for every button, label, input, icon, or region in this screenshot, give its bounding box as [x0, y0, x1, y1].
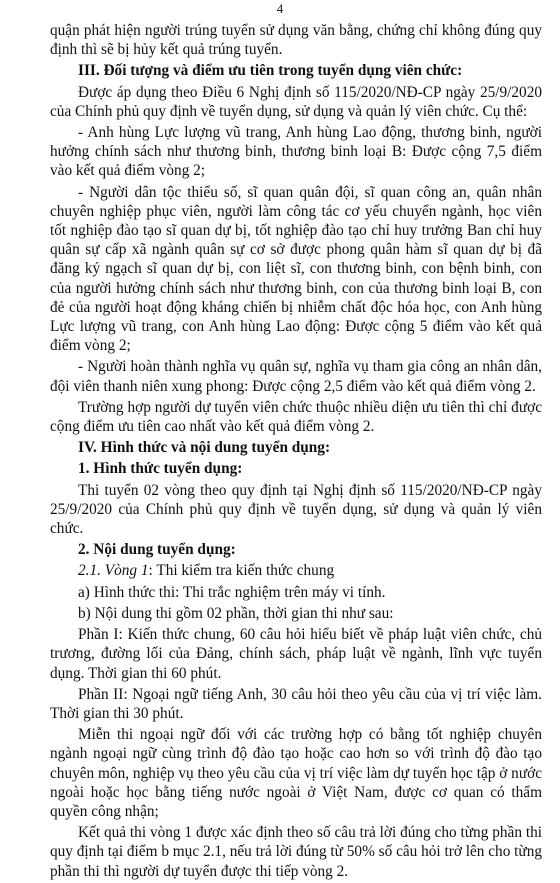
round1-line: [50, 561, 542, 580]
subheading-recruitment-content: 2. Nội dung tuyển dụng:: [78, 541, 236, 559]
priority-note: Trường hợp người dự tuyển viên chức thuộc nhiều diện ưu tiên thì chỉ được cộng điểm ưu tiên cao nhất vào kết quả điểm vòng 2.: [50, 398, 542, 436]
section-heading-priority: III. Đối tượng và điểm ưu tiên trong tuyển dụng viên chức:: [78, 62, 463, 80]
section-heading-form-content: IV. Hình thức và nội dung tuyển dụng:: [78, 439, 331, 457]
round1-result: Kết quả thi vòng 1 được xác định theo số câu trả lời đúng cho từng phần thi quy định tại điểm b mục 2.1, nếu trả lời đúng từ 50% số câu hỏi trở lên cho từng phần thi thì người dự tuyển được thi tiếp vòng 2.: [50, 824, 543, 880]
paragraph-recruitment-form: Thi tuyển 02 vòng theo quy định tại Nghị định số 115/2020/NĐ-CP ngày 25/9/2020 của Chính phủ quy định về tuyển dụng, sử dụng và quản lý viên chức.: [50, 481, 542, 538]
subheading-recruitment-form: 1. Hình thức tuyển dụng:: [78, 460, 243, 478]
part2-foreign-language: Phần II: Ngoại ngữ tiếng Anh, 30 câu hỏi theo yêu cầu của vị trí việc làm. Thời gian thi 30 phút.: [50, 685, 542, 722]
item-b-exam-content: b) Nội dung thi gồm 02 phần, thời gian thi như sau:: [78, 604, 394, 622]
language-exemption: Miễn thi ngoại ngữ đối với các trường hợp có bằng tốt nghiệp chuyên ngành ngoại ngữ cùng trình độ đào tạo hoặc cao hơn so với trình độ đào tạo chuyên môn, nghiệp vụ theo yêu cầu của vị trí việc làm dự tuyển học tập ở nước ngoài hoặc học bằng tiếng nước ngoài ở Việt Nam, được cơ quan có thẩm quyền công nhận;: [50, 726, 542, 820]
priority-item-2: - Người dân tộc thiểu số, sĩ quan quân đội, sĩ quan công an, quân nhân chuyên nghiệp phục viên, người làm công tác cơ yếu chuyển ngành, học viên tốt nghiệp đào tạo sĩ quan dự bị, tốt nghiệp đào tạo chỉ huy trưởng Ban chỉ huy quân sự cấp xã ngành quân sự cơ sở được phong quân hàm sĩ quan dự bị đã đăng ký ngạch sĩ quan dự bị, con liệt sĩ, con thương binh, con bệnh binh, con của người hưởng chính sách như thương binh, con của thương binh loại B, con đẻ của người hoạt động kháng chiến bị nhiễm chất độc hóa học, con Anh hùng Lực lượng vũ trang, con Anh hùng Lao động: Được cộng 5 điểm vào kết quả điểm vòng 2;: [50, 183, 542, 355]
round1-label: 2.1. Vòng 1: [78, 562, 149, 580]
document-body: [50, 21, 542, 883]
priority-item-1: - Anh hùng Lực lượng vũ trang, Anh hùng Lao động, thương binh, người hưởng chính sách như thương binh, thương binh loại B: Được cộng 7,5 điểm vào kết quả điểm vòng 2;: [50, 124, 542, 180]
item-a-exam-form: a) Hình thức thi: Thi trắc nghiệm trên máy vi tính.: [78, 583, 386, 601]
page-number: 4: [276, 1, 284, 16]
part1-general-knowledge: Phần I: Kiến thức chung, 60 câu hỏi hiểu biết về pháp luật viên chức, chủ trương, đường lối của Đảng, chính sách, pháp luật về ngành, lĩnh vực tuyển dụng. Thời gian thi 60 phút.: [50, 626, 542, 682]
priority-item-3: - Người hoàn thành nghĩa vụ quân sự, nghĩa vụ tham gia công an nhân dân, đội viên thanh niên xung phong: Được cộng 2,5 điểm vào kết quả điểm vòng 2.: [50, 358, 542, 395]
round1-text: : Thi kiểm tra kiến thức chung: [148, 562, 335, 580]
paragraph-continued: quận phát hiện người trúng tuyển sử dụng văn bằng, chứng chỉ không đúng quy định thì sẽ bị hủy kết quả trúng tuyển.: [50, 22, 542, 59]
paragraph-priority-intro: Được áp dụng theo Điều 6 Nghị định số 115/2020/NĐ-CP ngày 25/9/2020 của Chính phủ quy định về tuyển dụng, sử dụng và quản lý viên chức. Cụ thể:: [50, 83, 542, 120]
